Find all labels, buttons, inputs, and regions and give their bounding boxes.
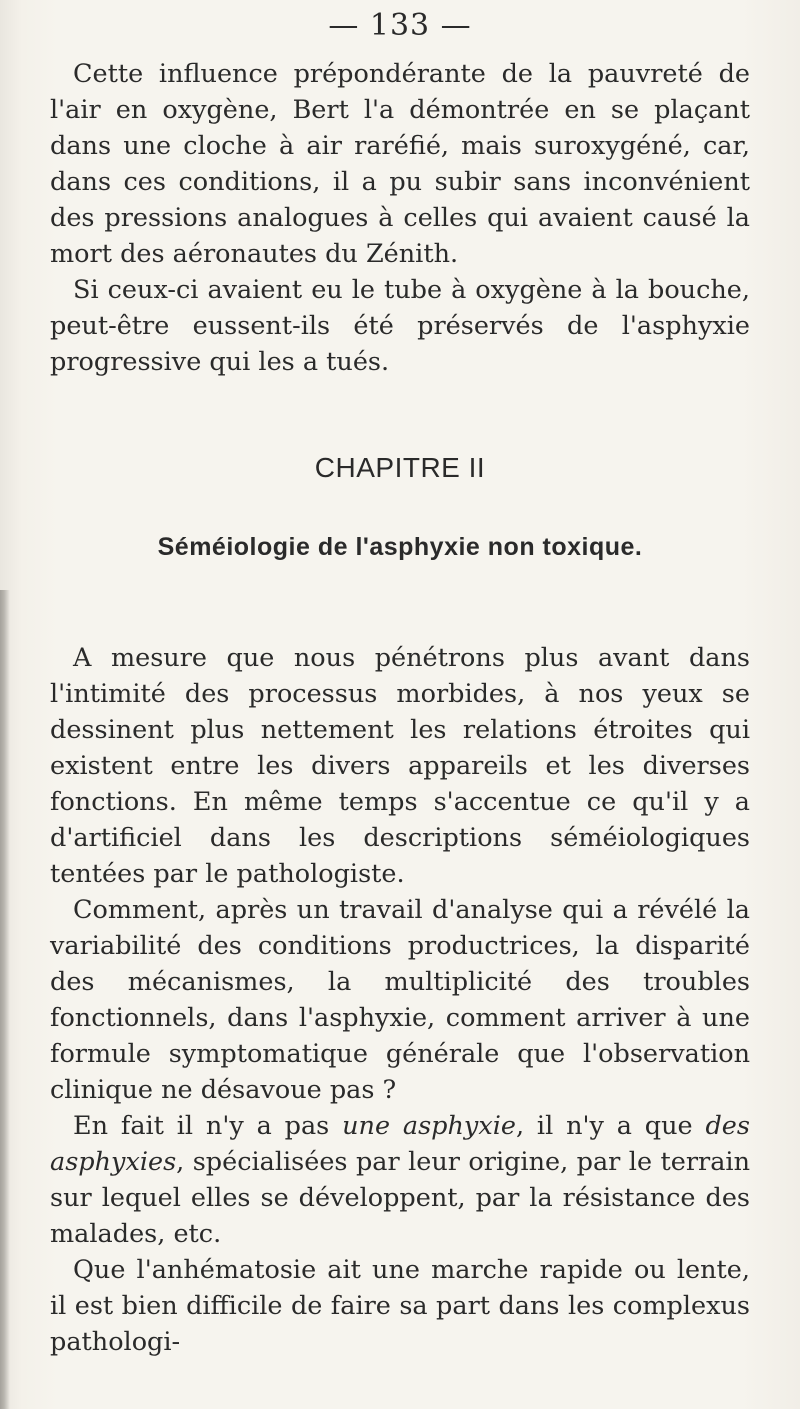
emphasis-des-asphyxies: des asphyxies (50, 1111, 750, 1177)
intro-paragraph-2: Si ceux-ci avaient eu le tube à oxygène à la bouche, peut-être eussent-ils été préservés de l'asphyxie progressive qui les a tués. (50, 275, 750, 377)
body-paragraph-3-part-1: En fait il n'y a pas (73, 1111, 343, 1141)
intro-text-block (50, 56, 750, 380)
body-paragraph-3-part-3: , spécialisées par leur origine, par le terrain sur lequel elles se développent, par la résistance des malades, etc. (50, 1147, 750, 1249)
body-paragraph-4: Que l'anhématosie ait une marche rapide ou lente, il est bien difficile de faire sa part dans les complexus pathologi- (50, 1255, 750, 1357)
section-heading: Séméiologie de l'asphyxie non toxique. (157, 533, 643, 561)
body-paragraph-3 (50, 1108, 750, 1252)
emphasis-une-asphyxie: une asphyxie (342, 1111, 516, 1141)
page-number: — 133 — (328, 8, 472, 43)
body-paragraph-1: A mesure que nous pénétrons plus avant dans l'intimité des processus morbides, à nos yeux se dessinent plus nettement les relations étroites qui existent entre les divers appareils et les diverses fonctions. En même temps s'accentue ce qu'il y a d'artificiel dans les descriptions séméiologiques tentées par le pathologiste. (50, 643, 750, 889)
chapter-title: CHAPITRE II (314, 452, 486, 483)
page-gutter-shadow (0, 590, 10, 1409)
intro-paragraph-1: Cette influence prépondérante de la pauvreté de l'air en oxygène, Bert l'a démontrée en se plaçant dans une cloche à air raréfié, mais suroxygéné, car, dans ces conditions, il a pu subir sans inconvénient des pressions analogues à celles qui avaient causé la mort des aéronautes du Zénith. (50, 59, 750, 269)
body-paragraph-2: Comment, après un travail d'analyse qui a révélé la variabilité des conditions productrices, la disparité des mécanismes, la multiplicité des troubles fonctionnels, dans l'asphyxie, comment arriver à une formule symptomatique générale que l'observation clinique ne désavoue pas ? (50, 895, 750, 1105)
body-paragraph-3-part-2: , il n'y a que (515, 1111, 706, 1141)
chapter-text-block (50, 640, 750, 1360)
